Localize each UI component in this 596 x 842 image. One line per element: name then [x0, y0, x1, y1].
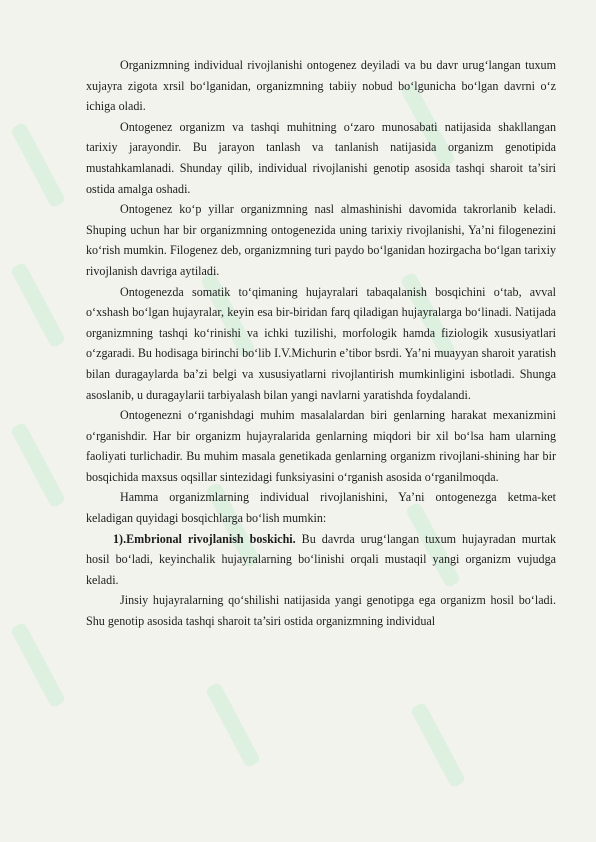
watermark-strip: [10, 122, 66, 209]
watermark-strip: [205, 682, 261, 769]
document-body: [86, 55, 556, 632]
watermark-strip: [10, 262, 66, 349]
watermark-strip: [410, 702, 466, 789]
section-heading-text: Bu davrda urug‘langan tuxum hujayradan murtak hosil bo‘ladi, keyinchalik hujayralarning bo‘linishi orqali mustaqil yangi organizm vujudga keladi.: [86, 531, 556, 587]
paragraph: Jinsiy hujayralarning qo‘shilishi natijasida yangi genotipga ega organizm hosil bo‘ladi. Shu genotip asosida tashqi sharoit ta’siri ostida organizmning individual: [86, 593, 556, 629]
paragraph: Ontogenez ko‘p yillar organizmning nasl almashinishi davomida takrorlanib keladi. Shuping uchun har bir organizmning ontogenezida uning tarixiy rivojlanishi, Ya’ni filogenezini ko‘rish mumkin. Filogenez deb, organizmning turi paydo bo‘lganidan hozirgacha bo‘lgan tarixiy rivojlanish davriga aytiladi.: [86, 202, 556, 278]
paragraph: Ontogenezni o‘rganishdagi muhim masalalardan biri genlarning harakat mexanizmini o‘rganishdir. Har bir organizm hujayralarida genlarning miqdori bir xil bo‘lsa ham ularning faoliyati turlichadir. Bu muhim masala genetikada genlarning organizm rivojlani-shining har bir bosqichida maxsus oqsillar sintezidagi funksiyasini o‘rganish asosida o‘rganilmoqda.: [86, 408, 556, 484]
watermark-strip: [10, 422, 66, 509]
paragraph: Ontogenez organizm va tashqi muhitning o‘zaro munosabati natijasida shakllangan tarixiy jarayondir. Bu jarayon tanlash va tanlanish natijasida organizm genotipida mustahkamlanadi. Shunday qilib, individual rivojlanishi genotip asosida tashqi sharoit ta’siri ostida amalga oshadi.: [86, 119, 556, 196]
paragraph: Hamma organizmlarning individual rivojlanishini, Ya’ni ontogenezga ketma-ket keladigan quyidagi bosqichlarga bo‘lish mumkin:: [86, 490, 556, 526]
watermark-strip: [10, 622, 66, 709]
paragraph: Organizmning individual rivojlanishi ontogenez deyiladi va bu davr urug‘langan tuxum xujayra zigota xrsil bo‘lganidan, organizmning tabiiy nobud bo‘lgunicha bo‘lgan davrni o‘z ichiga oladi.: [86, 58, 556, 114]
section-heading-title: 1).Embrional rivojlanish boskichi.: [113, 531, 296, 546]
paragraph: Ontogenezda somatik to‘qimaning hujayralari tabaqalanish bosqichini o‘tab, avval o‘xshash bo‘lgan hujayralar, keyin esa bir-biridan farq qiladigan hujayralarga bo‘linadi. Natijada organizmning tashqi ko‘rinishi va ichki tuzilishi, morfologik hamda fiziologik xususiyatlari o‘zgaradi. Bu hodisaga birinchi bo‘lib I.V.Michurin e’tibor bsrdi. Ya’ni muayyan sharoit yaratish bilan duragaylarda ba’zi belgi va xususiyatlarni rivojlantirish mumkinligini isbotladi. Shunga asoslanib, u duragaylarii tarbiyalash bilan yangi navlarni yaratishda foydalandi.: [86, 284, 556, 402]
section-heading-paragraph: [86, 529, 556, 591]
